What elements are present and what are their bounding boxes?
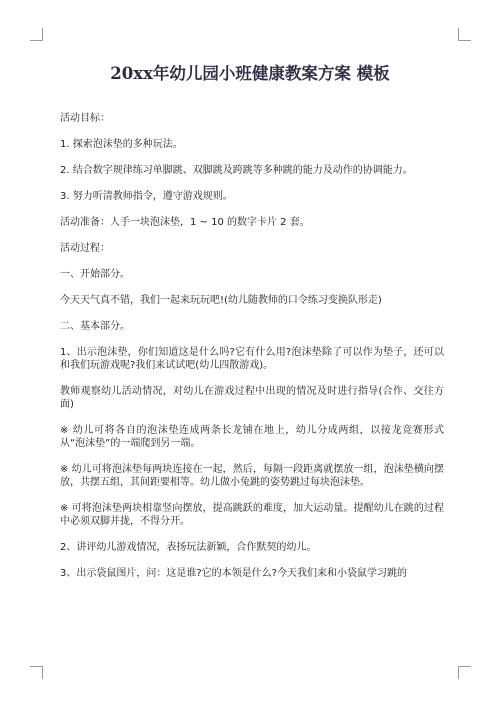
paragraph-goals-heading: 活动目标：: [60, 113, 110, 124]
document-body: [60, 112, 444, 580]
paragraph-step-2: 2、讲评幼儿游戏情况，表扬玩法新颖，合作默契的幼儿。: [60, 542, 317, 553]
paragraph-observation: 教师观察幼儿活动情况，对幼儿在游戏过程中出现的情况及时进行指导(合作、交往方面): [60, 386, 444, 410]
paragraph-play-2: ※ 幼儿可将泡沫垫每两块连接在一起，然后，每隔一段距离就摆放一组，泡沫垫横向摆放，共摆五组，其间距要相等。幼儿做小兔跳的姿势跳过每块泡沫垫。: [60, 464, 444, 488]
paragraph-section-basic: 二、基本部分。: [60, 321, 130, 332]
paragraph-play-1: ※ 幼儿可将各自的泡沫垫连成两条长龙铺在地上，幼儿分成两组，以接龙竞赛形式从“泡沫垫”的一端爬到另一端。: [60, 425, 444, 449]
paragraph-step-1: 1、出示泡沫垫，你们知道这是什么吗?它有什么用?泡沫垫除了可以作为垫子，还可以和我们玩游戏呢?我们来试试吧(幼儿四散游戏)。: [60, 347, 444, 371]
paragraph-goal-2: 2. 结合数字规律练习单脚跳、双脚跳及跨跳等多种跳的能力及动作的协调能力。: [60, 165, 413, 176]
paragraph-start-text: 今天天气真不错，我们一起来玩玩吧!(幼儿随教师的口令练习变换队形走): [60, 295, 382, 306]
crop-mark-top-left: [30, 28, 43, 41]
crop-mark-top-right: [458, 28, 471, 41]
paragraph-section-start: 一、开始部分。: [60, 269, 130, 280]
paragraph-step-3: 3、出示袋鼠图片，问：这是谁?它的本领是什么?今天我们来和小袋鼠学习跳的: [60, 568, 407, 579]
paragraph-process-heading: 活动过程：: [60, 243, 110, 254]
paragraph-play-3: ※ 可将泡沫垫两块相靠竖向摆放，提高跳跃的难度，加大运动量。提醒幼儿在跳的过程中必须双脚并拢，不得分开。: [60, 503, 444, 527]
paragraph-goal-3: 3. 努力听清教师指令，遵守游戏规则。: [60, 191, 233, 202]
paragraph-preparation: 活动准备：人手一块泡沫垫，1 ~ 10 的数字卡片 2 套。: [60, 217, 310, 228]
document-title: 20xx年幼儿园小班健康教案方案 模板: [110, 64, 390, 83]
crop-mark-bottom-left: [30, 666, 43, 679]
crop-mark-bottom-right: [458, 666, 471, 679]
paragraph-goal-1: 1. 探索泡沫垫的多种玩法。: [60, 139, 183, 150]
